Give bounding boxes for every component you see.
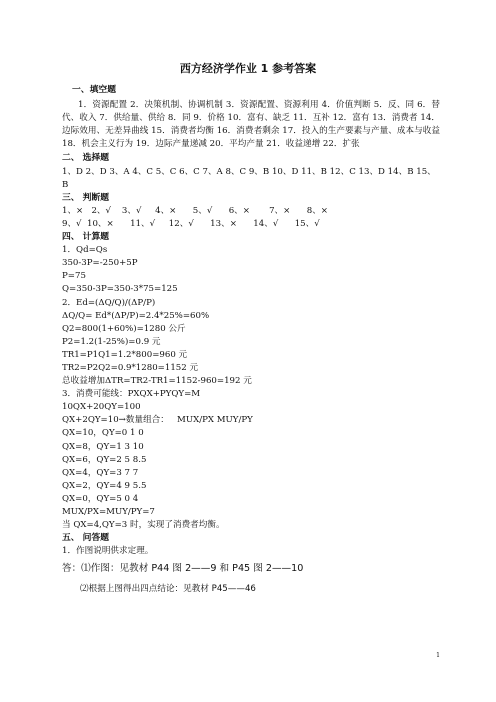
calc-line: 350-3P=-250+5P xyxy=(62,258,138,269)
calc-line: P=75 xyxy=(62,271,86,282)
calc-line: Q=350-3P=350-3*75=125 xyxy=(62,284,178,295)
calc-line: QX=6，QY=2 5 8.5 xyxy=(62,454,147,465)
calc-line: QX=2，QY=4 9 5.5 xyxy=(62,480,147,491)
calc-line: TR1=P1Q1=1.2*800=960 元 xyxy=(62,349,188,360)
page-number: 1 xyxy=(436,652,440,659)
calc-line: QX=8，QY=1 3 10 xyxy=(62,441,144,452)
qa-answer-2: ⑵根据上图得出四点结论：见教材 P45——46 xyxy=(80,584,256,595)
section-heading-qa: 五、 问答题 xyxy=(62,533,110,544)
section-heading-fill-in: 一、填空题 xyxy=(72,85,116,95)
calc-line: MUX/PX=MUY/PY=7 xyxy=(62,507,155,517)
judge-answers-line-2: 9、√ 10、× 11、√ 12、√ 13、× 14、√ 15、√ xyxy=(62,218,320,229)
calc-line: 2．Ed=(ΔQ/Q)/(ΔP/P) xyxy=(62,297,156,308)
calc-line: TR2=P2Q2=0.9*1280=1152 元 xyxy=(62,362,199,373)
calc-line: ΔQ/Q= Ed*(ΔP/P)=2.4*25%=60% xyxy=(62,310,210,321)
qa-question-1: 1．作图说明供求定理。 xyxy=(62,546,154,557)
calc-line: QX=4，QY=3 7 7 xyxy=(62,467,139,478)
document-title: 西方经济学作业 1 参考答案 xyxy=(179,62,317,75)
calc-line: QX+2QY=10→数量组合： MUX/PX MUY/PY xyxy=(62,415,253,426)
calc-line: QX=0，QY=5 0 4 xyxy=(62,493,139,504)
calc-line: 1．Qd=Qs xyxy=(62,245,108,256)
calc-line: 3．消费可能线：PXQX+PYQY=M xyxy=(62,389,201,400)
document-body xyxy=(62,84,440,597)
section-heading-calc: 四、 计算题 xyxy=(62,232,110,243)
calc-line: 10QX+20QY=100 xyxy=(62,402,141,413)
section-heading-judge: 三、 判断题 xyxy=(62,192,110,203)
calc-line: 当 QX=4,QY=3 时，实现了消费者均衡。 xyxy=(62,520,225,531)
calc-line: P2=1.2(1-25%)=0.9 元 xyxy=(62,336,161,347)
judge-answers-line-1: 1、× 2、√ 3、√ 4、× 5、√ 6、× 7、× 8、× xyxy=(62,205,328,216)
qa-answer-1: 答：⑴作图：见教材 P44 图 2——9 和 P45 图 2——10 xyxy=(62,563,304,575)
choice-answers: 1、D 2、D 3、A 4、C 5、C 6、C 7、A 8、C 9、B 10、D 11、B 12、C 13、D 14、B 15、B xyxy=(62,166,436,190)
calc-line: Q2=800(1+60%)=1280 公斤 xyxy=(62,323,186,334)
section-heading-choice: 二、 选择题 xyxy=(62,153,110,164)
calc-line: 总收益增加ΔTR=TR2-TR1=1152-960=192 元 xyxy=(62,376,252,387)
fill-in-answers: 1．资源配置 2．决策机制、协调机制 3．资源配置、资源利用 4．价值判断 5．反、同 6．替代、收入 7．供给量、供给 8．同 9．价格 10．富有、缺乏 11．互补 12．富有 13．消费者 14．边际效用、无差异曲线 15．消费者均衡 16．消费者剩余 17．投入的生产要素与产量、成本与收益 18．机会主义行为 19．边际产量递减 20．平均产量 21．收益递增 22．扩张 xyxy=(62,100,440,150)
calc-line: QX=10，QY=0 1 0 xyxy=(62,428,144,439)
